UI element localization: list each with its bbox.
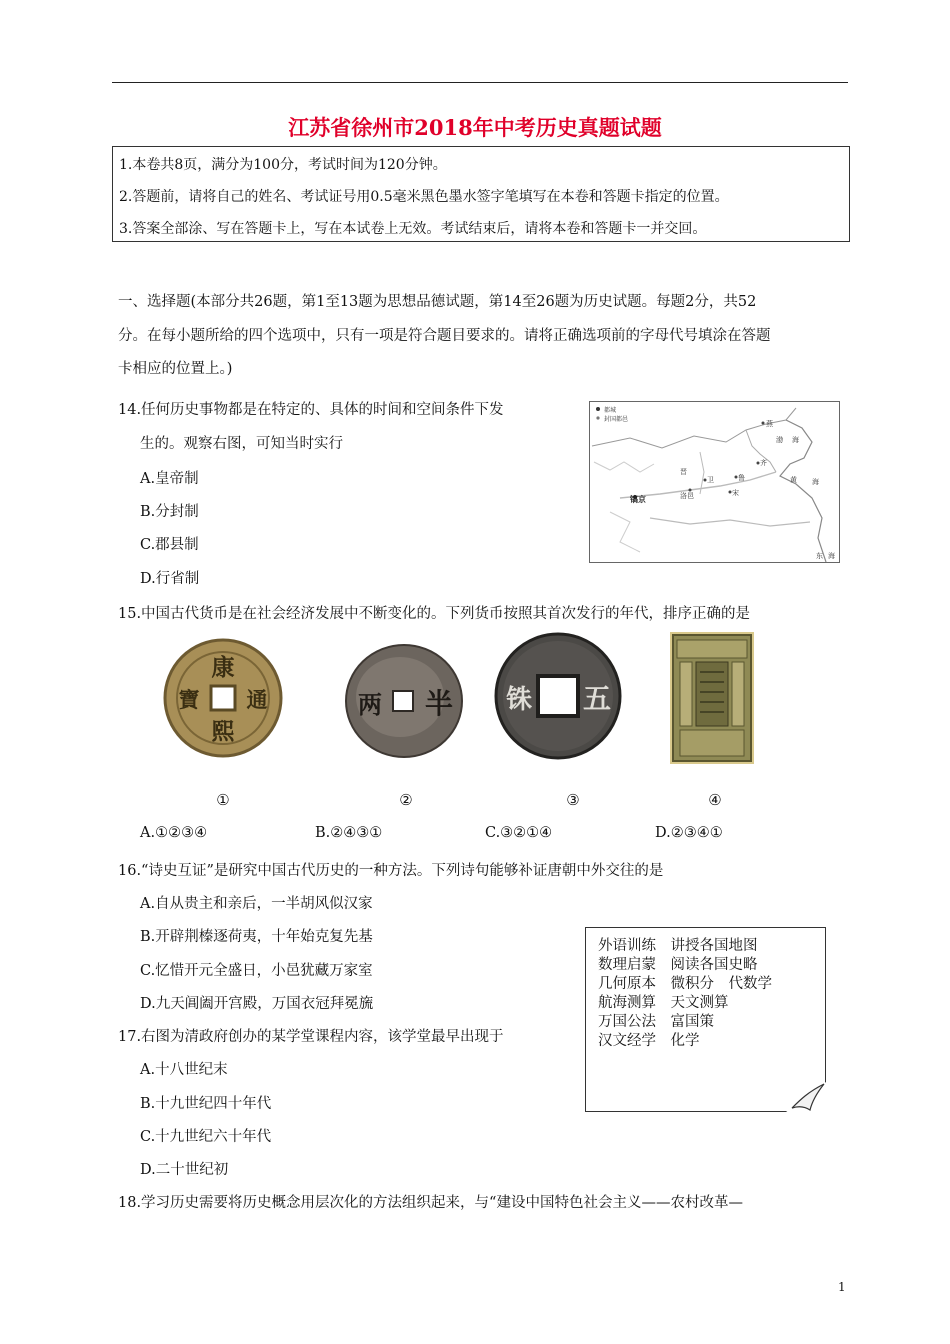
zhou-map-figure [589, 401, 840, 563]
q17-option-a: A.十八世纪末 [140, 1062, 228, 1078]
coin-label-3: ③ [566, 791, 580, 809]
coin-label-2: ② [399, 791, 413, 809]
q15-option-c: C.③②①④ [485, 825, 553, 841]
page-title: 江苏省徐州市2018年中考历史真题试题 [288, 115, 662, 140]
map-drawing [590, 402, 839, 562]
legend-capital-icon [596, 407, 600, 411]
q15-option-d: D.②③④① [655, 825, 723, 841]
coin-wuzhu-image [492, 630, 624, 762]
q14-option-d: D.行省制 [140, 571, 200, 587]
course-list-box [585, 927, 826, 1112]
coin3-char-left: 铢 [505, 685, 533, 715]
map-label-bo: 渤 [776, 436, 783, 444]
map-label-luoyi: 洛邑 [680, 492, 694, 500]
q16-stem: 16.“诗史互证”是研究中国古代历史的一种方法。下列诗句能够补证唐朝中外交往的是 [118, 863, 664, 879]
map-label-hai-3: 海 [828, 552, 835, 560]
q14-stem-line-1: 14.任何历史事物都是在特定的、具体的时间和空间条件下发 [118, 402, 504, 418]
map-label-dong: 东 [816, 552, 823, 560]
legend-capital-label: 都城 [604, 407, 617, 414]
coin1-char-bottom: 熙 [211, 718, 235, 745]
course-row-2: 数理启蒙 阅读各国史略 [598, 957, 758, 973]
coin-label-1: ① [216, 791, 230, 809]
q16-option-c: C.忆惜开元全盛日，小邑犹藏万家室 [140, 963, 373, 979]
section-header-line-2: 分。在每小题所给的四个选项中，只有一项是符合题目要求的。请将正确选项前的字母代号填涂在答题 [118, 328, 771, 344]
map-label-qi: 齐 [760, 459, 767, 467]
map-label-haojing: 镐京 [630, 494, 646, 504]
map-label-hai-2: 海 [812, 478, 819, 486]
instructions-box [112, 146, 850, 242]
course-row-6: 汉文经学 化学 [598, 1033, 700, 1049]
coin2-char-left: 两 [358, 690, 382, 719]
coin-label-4: ④ [708, 791, 722, 809]
coin1-char-left: 寶 [178, 687, 200, 712]
page-curl-icon [786, 1082, 826, 1112]
q18-stem: 18.学习历史需要将历史概念用层次化的方法组织起来，与“建设中国特色社会主义——农村改革— [118, 1195, 743, 1211]
coin3-char-right: 五 [582, 682, 612, 715]
section-header-line-3: 卡相应的位置上。) [118, 361, 233, 377]
course-row-5: 万国公法 富国策 [598, 1014, 714, 1030]
course-row-3: 几何原本 微积分 代数学 [598, 976, 772, 992]
course-row-1: 外语训练 讲授各国地图 [598, 938, 758, 954]
map-label-huang: 黄 [790, 476, 797, 484]
q16-option-a: A.自从贵主和亲后，一半胡风似汉家 [140, 896, 373, 912]
instruction-1: 1.本卷共8页，满分为100分，考试时间为120分钟。 [119, 157, 447, 173]
q15-option-b: B.②④③① [315, 825, 383, 841]
page-number: 1 [838, 1280, 846, 1294]
legend-fief-label: 封国都邑 [604, 416, 629, 423]
q15-option-a: A.①②③④ [140, 825, 208, 841]
map-label-wei: 卫 [707, 476, 714, 484]
q15-stem: 15.中国古代货币是在社会经济发展中不断变化的。下列货币按照其首次发行的年代，排序正确的是 [118, 606, 751, 622]
q14-stem-line-2: 生的。观察右图，可知当时实行 [140, 436, 343, 452]
coin2-char-right: 半 [424, 687, 454, 720]
legend-fief-icon [596, 416, 599, 419]
q17-option-c: C.十九世纪六十年代 [140, 1129, 272, 1145]
map-label-song: 宋 [732, 489, 739, 497]
q16-option-d: D.九天阊阖开宫殿，万国衣冠拜冕旒 [140, 996, 374, 1012]
section-header-line-1: 一、选择题(本部分共26题，第1至13题为思想品德试题，第14至26题为历史试题。每题2分，共52 [118, 294, 757, 310]
instruction-2: 2.答题前，请将自己的姓名、考试证号用0.5毫米黑色墨水签字笔填写在本卷和答题卡指定的位置。 [119, 189, 729, 205]
q14-option-c: C.郡县制 [140, 537, 199, 553]
coin-kangxi-image [162, 637, 284, 759]
q17-option-d: D.二十世纪初 [140, 1162, 229, 1178]
q14-option-b: B.分封制 [140, 504, 199, 520]
instruction-3: 3.答案全部涂、写在答题卡上，写在本试卷上无效。考试结束后，请将本卷和答题卡一并交回。 [119, 221, 707, 237]
q16-option-b: B.开辟荆榛逐荷夷，十年始克复先基 [140, 929, 373, 945]
map-label-hai-1: 海 [792, 436, 799, 444]
paper-money-image [670, 632, 754, 764]
coin-banliang-image [342, 641, 466, 761]
map-label-lu: 鲁 [738, 474, 745, 482]
course-row-4: 航海测算 天文测算 [598, 995, 729, 1011]
map-label-jin: 晋 [680, 468, 687, 476]
coin1-char-top: 康 [211, 654, 235, 681]
map-label-yan: 燕 [766, 420, 773, 428]
q17-stem: 17.右图为清政府创办的某学堂课程内容，该学堂最早出现于 [118, 1029, 504, 1045]
header-rule [112, 82, 848, 83]
coin1-char-right: 通 [246, 687, 268, 712]
q14-option-a: A.皇帝制 [140, 471, 199, 487]
q17-option-b: B.十九世纪四十年代 [140, 1096, 272, 1112]
